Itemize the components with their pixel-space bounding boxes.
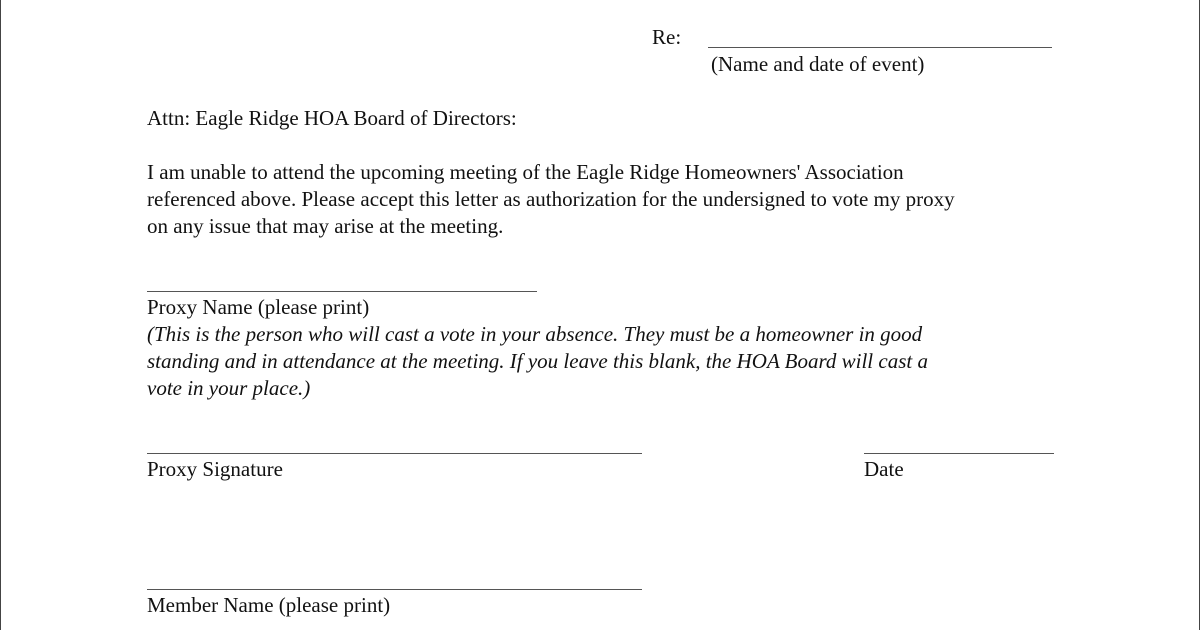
proxy-note-line-2: standing and in attendance at the meeting. If you leave this blank, the HOA Board will cast a bbox=[147, 349, 928, 373]
re-event-hint: (Name and date of event) bbox=[711, 52, 925, 76]
re-label: Re: bbox=[652, 25, 682, 49]
proxy-name-label: Proxy Name (please print) bbox=[147, 295, 370, 319]
proxy-name-line[interactable] bbox=[147, 291, 537, 292]
body-line-3: on any issue that may arise at the meeting. bbox=[147, 214, 504, 238]
page-left-border bbox=[0, 0, 1, 630]
attn-line: Attn: Eagle Ridge HOA Board of Directors: bbox=[147, 106, 517, 130]
proxy-note-line-3: vote in your place.) bbox=[147, 376, 311, 400]
proxy-note-line-1: (This is the person who will cast a vote in your absence. They must be a homeowner in good bbox=[147, 322, 923, 346]
body-line-2: referenced above. Please accept this letter as authorization for the undersigned to vote my proxy bbox=[147, 187, 955, 211]
proxy-signature-line[interactable] bbox=[147, 453, 642, 454]
date-line[interactable] bbox=[864, 453, 1054, 454]
body-line-1: I am unable to attend the upcoming meeting of the Eagle Ridge Homeowners' Association bbox=[147, 160, 904, 184]
re-event-line[interactable] bbox=[708, 47, 1052, 48]
date-label: Date bbox=[864, 457, 904, 481]
member-name-line[interactable] bbox=[147, 589, 642, 590]
proxy-signature-label: Proxy Signature bbox=[147, 457, 283, 481]
member-name-label: Member Name (please print) bbox=[147, 593, 391, 617]
